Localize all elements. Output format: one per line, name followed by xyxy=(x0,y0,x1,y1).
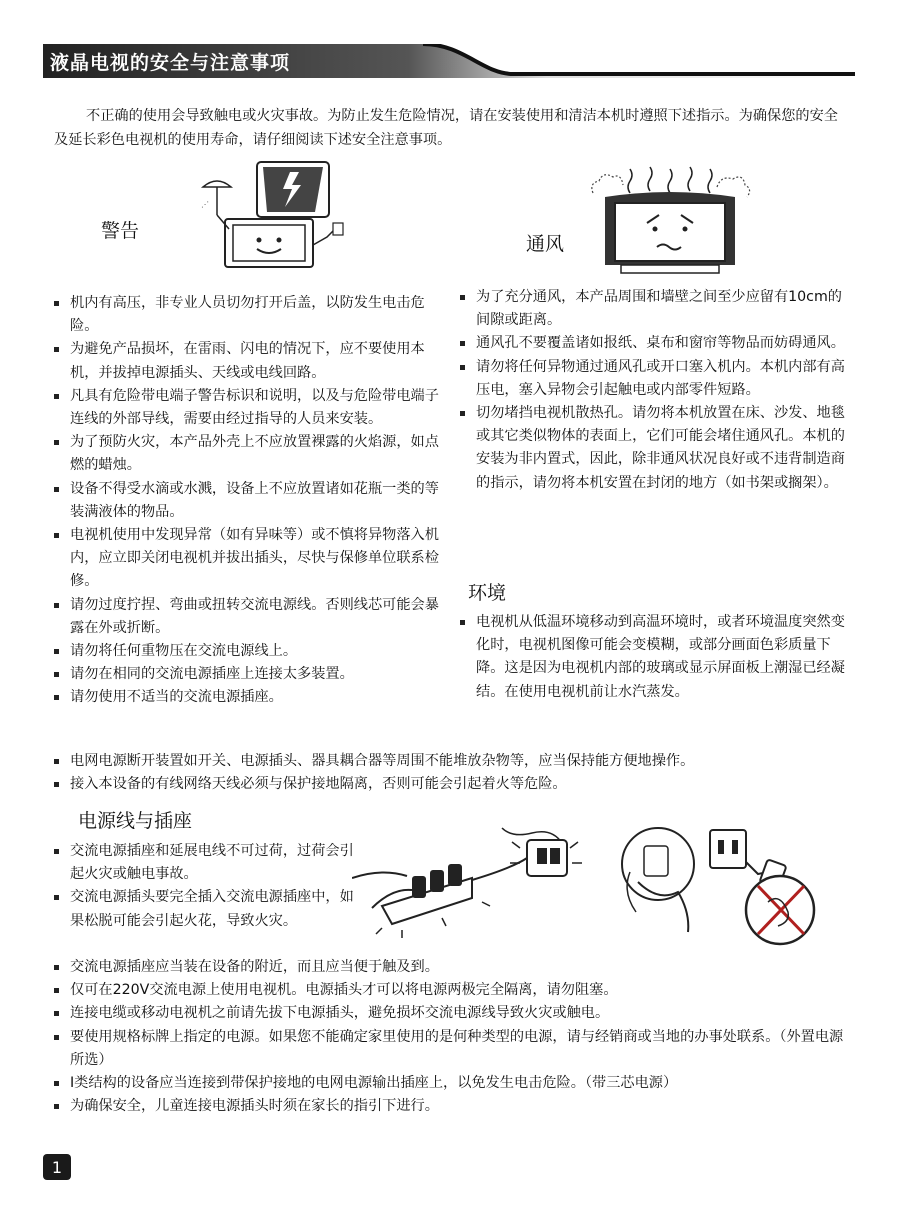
list-item: 电网电源断开装置如开关、电源插头、器具耦合器等周围不能堆放杂物等，应当保持能方便地操作。 xyxy=(54,750,844,773)
list-item: 切勿堵挡电视机散热孔。请勿将本机放置在床、沙发、地毯或其它类似物体的表面上，它们可能会堵住通风孔。本机的安装为非内置式，因此，除非通风状况良好或不违背制造商的指示，请勿将本机安置在封闭的地方（如书架或搁架）。 xyxy=(460,402,852,495)
intro-paragraph: 不正确的使用会导致触电或火灾事故。为防止发生危险情况，请在安装使用和清洁本机时遵照下述指示。为确保您的安全及延长彩色电视机的使用寿命，请仔细阅读下述安全注意事项。 xyxy=(54,108,838,148)
plug-illustration xyxy=(618,822,830,947)
list-item: 请勿将任何异物通过通风孔或开口塞入机内。本机内部有高压电，塞入异物会引起触电或内部零件短路。 xyxy=(460,356,852,402)
list-item: 凡具有危险带电端子警告标识和说明，以及与危险带电端子连线的外部导线，需要由经过指导的人员来安装。 xyxy=(54,385,450,431)
list-item: 电视机从低温环境移动到高温环境时，或者环境温度突然变化时，电视机图像可能会变模糊，或部分画面色彩质量下降。这是因为电视机内部的玻璃或显示屏面板上潮湿已经凝结。在使用电视机前让水汽蒸发。 xyxy=(460,611,852,704)
list-item: 为了充分通风，本产品周围和墙壁之间至少应留有10cm的间隙或距离。 xyxy=(460,286,852,332)
power-short-list xyxy=(54,840,354,933)
list-item: 要使用规格标牌上指定的电源。如果您不能确定家里使用的是何种类型的电源，请与经销商或当地的办事处联系。（外置电源所选） xyxy=(54,1026,844,1072)
warning-heading: 警告 xyxy=(101,220,140,242)
list-item: 请勿将任何重物压在交流电源线上。 xyxy=(54,640,450,663)
list-item: Ⅰ类结构的设备应当连接到带保护接地的电网电源输出插座上，以免发生电击危险。（带三芯电源） xyxy=(54,1072,844,1095)
list-item: 请勿在相同的交流电源插座上连接太多装置。 xyxy=(54,663,450,686)
list-item: 为确保安全，儿童连接电源插头时须在家长的指引下进行。 xyxy=(54,1095,844,1118)
page-number: 1 xyxy=(43,1154,71,1180)
ventilation-tv-illustration xyxy=(585,165,755,280)
warning-list xyxy=(54,292,450,710)
general-list xyxy=(54,750,844,796)
warning-tv-illustration xyxy=(195,157,345,277)
list-item: 仅可在220V交流电源上使用电视机。电源插头才可以将电源两极完全隔离，请勿阻塞。 xyxy=(54,979,844,1002)
ventilation-list xyxy=(460,286,852,495)
power-heading: 电源线与插座 xyxy=(78,810,193,832)
environment-list xyxy=(460,611,852,704)
list-item: 设备不得受水滴或水溅，设备上不应放置诸如花瓶一类的等装满液体的物品。 xyxy=(54,478,450,524)
list-item: 请勿过度拧捏、弯曲或扭转交流电源线。否则线芯可能会暴露在外或折断。 xyxy=(54,594,450,640)
list-item: 接入本设备的有线网络天线必须与保护接地隔离，否则可能会引起着火等危险。 xyxy=(54,773,844,796)
list-item: 电视机使用中发现异常（如有异味等）或不慎将异物落入机内，应立即关闭电视机并拔出插头，尽快与保修单位联系检修。 xyxy=(54,524,450,594)
ventilation-heading: 通风 xyxy=(526,233,565,255)
list-item: 交流电源插座和延展电线不可过荷，过荷会引起火灾或触电事故。 xyxy=(54,840,354,886)
list-item: 连接电缆或移动电视机之前请先拔下电源插头，避免损坏交流电源线导致火灾或触电。 xyxy=(54,1002,844,1025)
page-title: 液晶电视的安全与注意事项 xyxy=(50,52,291,74)
list-item: 请勿使用不适当的交流电源插座。 xyxy=(54,686,450,709)
list-item: 通风孔不要覆盖诸如报纸、桌布和窗帘等物品而妨碍通风。 xyxy=(460,332,852,355)
power-full-list xyxy=(54,956,844,1118)
power-strip-illustration xyxy=(352,818,592,943)
list-item: 交流电源插座应当装在设备的附近，而且应当便于触及到。 xyxy=(54,956,844,979)
environment-heading: 环境 xyxy=(468,582,507,604)
list-item: 交流电源插头要完全插入交流电源插座中，如果松脱可能会引起火花，导致火灾。 xyxy=(54,886,354,932)
svg-text:⋰: ⋰ xyxy=(201,200,209,209)
list-item: 机内有高压，非专业人员切勿打开后盖，以防发生电击危险。 xyxy=(54,292,450,338)
list-item: 为避免产品损坏，在雷雨、闪电的情况下，应不要使用本机，并拔掉电源插头、天线或电线回路。 xyxy=(54,338,450,384)
list-item: 为了预防火灾，本产品外壳上不应放置裸露的火焰源，如点燃的蜡烛。 xyxy=(54,431,450,477)
